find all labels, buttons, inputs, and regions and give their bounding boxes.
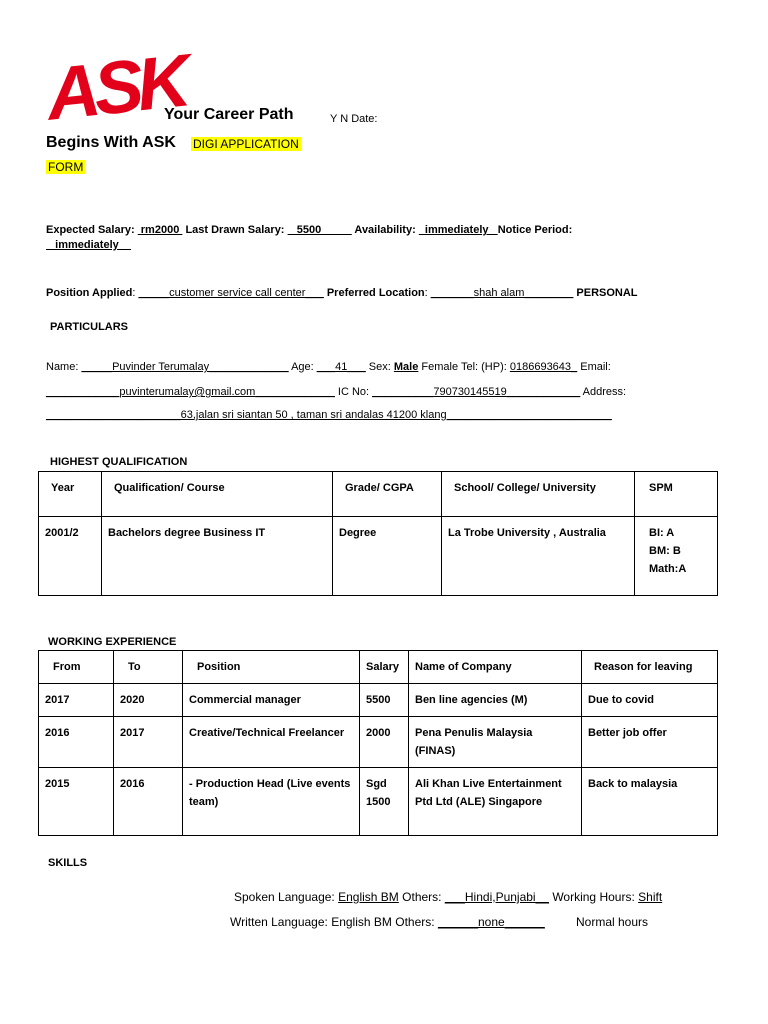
address-value: 63,jalan sri siantan 50 , taman sri andalas 41200 klang	[180, 409, 447, 421]
expected-salary-value: rm2000	[137, 224, 183, 236]
qualification-heading: HIGHEST QUALIFICATION	[50, 456, 188, 468]
work-row	[39, 684, 718, 717]
form-title-line2: FORM	[48, 160, 84, 174]
work-header-to: To	[114, 651, 183, 684]
email-value: puvinterumalay@gmail.com	[119, 386, 256, 398]
normal-hours-option: Normal hours	[576, 915, 649, 929]
position-applied-label: Position Applied	[46, 287, 133, 299]
age-label: Age:	[291, 361, 314, 373]
work-position: - Production Head (Live events team)	[183, 768, 360, 836]
work-salary: 5500	[360, 684, 409, 717]
sex-label: Sex:	[368, 361, 391, 373]
career-path-title: Your Career Path	[164, 106, 294, 123]
work-reason: Due to covid	[582, 684, 718, 717]
qual-year: 2001/2	[39, 517, 102, 596]
work-reason: Better job offer	[582, 717, 718, 768]
work-from: 2017	[39, 684, 114, 717]
ic-label: IC No:	[337, 386, 370, 398]
written-others-label: Others:	[395, 915, 435, 929]
qualification-row	[39, 517, 718, 596]
availability-value: immediately	[418, 224, 498, 236]
qual-header-school: School/ College/ University	[442, 472, 635, 517]
spoken-language-value: English BM	[338, 890, 399, 904]
working-hours-label: Working Hours:	[552, 890, 635, 904]
work-salary: 2000	[360, 717, 409, 768]
qualification-header-row	[39, 472, 718, 517]
work-company: Ben line agencies (M)	[409, 684, 582, 717]
qualification-table	[38, 471, 718, 596]
ask-logo-text: ASK	[42, 38, 189, 136]
work-to: 2017	[114, 717, 183, 768]
name-value: Puvinder Terumalay	[112, 361, 210, 373]
work-header-reason: Reason for leaving	[582, 651, 718, 684]
spm-bm: BM: B	[649, 545, 681, 557]
last-salary-label: Last Drawn Salary:	[185, 224, 285, 236]
working-hours-value: Shift	[638, 890, 663, 904]
spm-math: Math:A	[649, 563, 687, 575]
work-header-position: Position	[183, 651, 360, 684]
position-line: Position Applied: _____customer service call center___ Preferred Location: _______shah alam________ PERSONAL	[46, 287, 638, 299]
qual-header-grade: Grade/ CGPA	[333, 472, 442, 517]
name-label: Name:	[46, 361, 79, 373]
qual-header-spm: SPM	[635, 472, 718, 517]
form-title-line1: DIGI APPLICATION	[193, 137, 299, 151]
ask-logo-graphic	[42, 38, 189, 136]
work-to: 2016	[114, 768, 183, 836]
personal-line-2: ____________puvinterumalay@gmail.com_____________ IC No: __________790730145519____________ Address:	[46, 386, 627, 398]
qual-header-year: Year	[39, 472, 102, 517]
qual-course: Bachelors degree Business IT	[102, 517, 333, 596]
begins-with-title: Begins With ASK	[46, 134, 176, 151]
personal-heading: PERSONAL	[576, 287, 638, 299]
sex-value: Male	[393, 361, 419, 373]
written-others-value: none	[478, 915, 505, 929]
last-salary-value: 5500	[287, 224, 352, 236]
preferred-location-label: Preferred Location	[326, 287, 425, 299]
salary-line	[46, 224, 572, 236]
spoken-others-label: Others:	[402, 890, 442, 904]
work-company: Ali Khan Live Entertainment Ptd Ltd (ALE) Singapore	[409, 768, 582, 836]
qual-grade: Degree	[333, 517, 442, 596]
personal-line-1: Name: _____Puvinder Terumalay_____________ Age: ___41___ Sex: Male Female Tel: (HP): 0186693643_ Email:	[46, 361, 611, 373]
particulars-heading: PARTICULARS	[50, 321, 129, 333]
work-salary: Sgd 1500	[360, 768, 409, 836]
work-reason: Back to malaysia	[582, 768, 718, 836]
work-position: Commercial manager	[183, 684, 360, 717]
qual-school: La Trobe University , Australia	[442, 517, 635, 596]
work-header-salary: Salary	[360, 651, 409, 684]
qual-header-course: Qualification/ Course	[102, 472, 333, 517]
tel-value: 0186693643	[509, 361, 572, 373]
expected-salary-label: Expected Salary:	[46, 224, 135, 236]
work-table	[38, 650, 718, 836]
work-header-row	[39, 651, 718, 684]
ask-logo	[42, 38, 189, 136]
written-language-label: Written Language:	[230, 915, 328, 929]
female-option: Female	[421, 361, 459, 373]
work-from: 2016	[39, 717, 114, 768]
work-position: Creative/Technical Freelancer	[183, 717, 360, 768]
written-language-value: English BM	[331, 915, 392, 929]
work-header-from: From	[39, 651, 114, 684]
work-header-company: Name of Company	[409, 651, 582, 684]
work-to: 2020	[114, 684, 183, 717]
skills-heading: SKILLS	[48, 857, 88, 869]
spoken-others-value: Hindi,Punjabi	[464, 890, 536, 904]
personal-line-3: ______________________63,jalan sri siantan 50 , taman sri andalas 41200 klang___________________________	[46, 409, 612, 421]
preferred-location-value: shah alam	[473, 287, 525, 299]
written-language-line: Written Language: English BM Others: ______none______	[230, 915, 545, 929]
work-from: 2015	[39, 768, 114, 836]
work-row	[39, 717, 718, 768]
work-heading: WORKING EXPERIENCE	[48, 636, 177, 648]
position-applied-value: customer service call center	[169, 287, 306, 299]
work-company: Pena Penulis Malaysia (FINAS)	[409, 717, 582, 768]
availability-label: Availability:	[354, 224, 416, 236]
yn-date-label: Y N Date:	[330, 113, 378, 125]
spoken-language-label: Spoken Language:	[234, 890, 335, 904]
tel-label: Tel: (HP):	[460, 361, 507, 373]
notice-period-label: Notice Period:	[497, 224, 573, 236]
ic-value: 790730145519	[433, 386, 507, 398]
address-label: Address:	[582, 386, 627, 398]
notice-period-value: immediately	[46, 239, 131, 251]
age-value: 41	[335, 361, 348, 373]
spm-bi: BI: A	[649, 527, 675, 539]
qual-spm	[635, 517, 718, 596]
email-label: Email:	[580, 361, 611, 373]
work-row	[39, 768, 718, 836]
spoken-language-line: Spoken Language: English BM Others: ___Hindi,Punjabi__ Working Hours: Shift	[234, 890, 663, 904]
